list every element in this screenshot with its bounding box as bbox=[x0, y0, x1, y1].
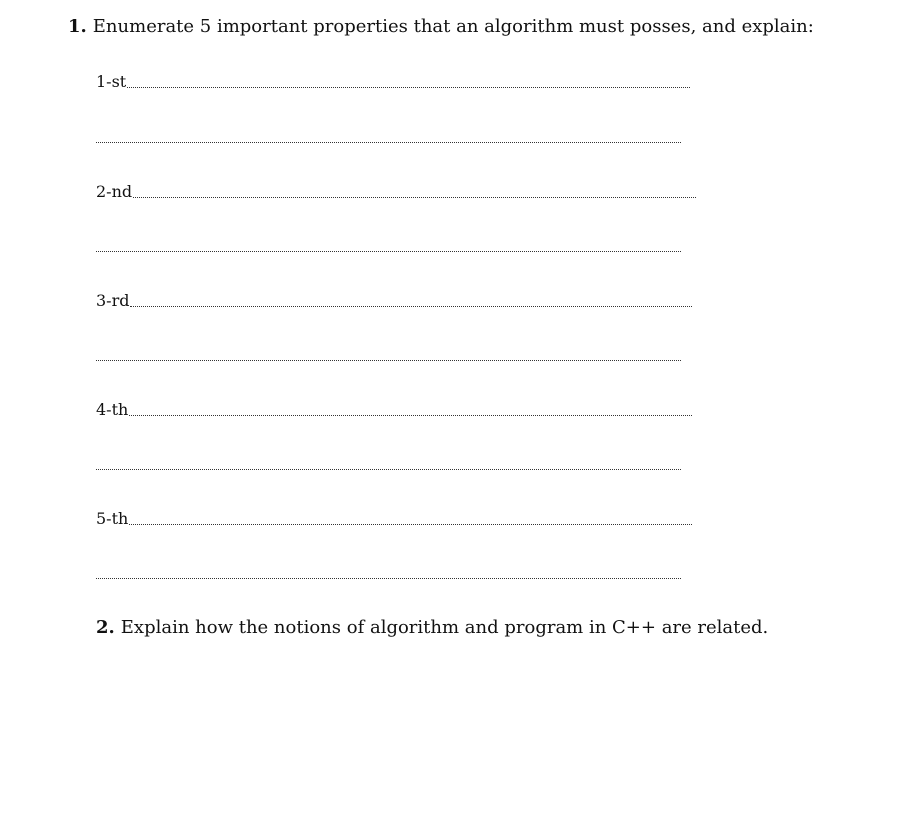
answer-1-continuation-dotted-line bbox=[96, 142, 681, 143]
answer-1-line[interactable] bbox=[96, 72, 690, 92]
answer-2-line[interactable] bbox=[96, 182, 696, 202]
answer-4-line[interactable] bbox=[96, 400, 692, 420]
answer-5-continuation-line[interactable] bbox=[96, 563, 681, 583]
question-2-number: 2. bbox=[96, 617, 115, 638]
answer-5-continuation-dotted-line bbox=[96, 578, 681, 579]
answer-3-label: 3-rd bbox=[96, 291, 130, 310]
answer-4-dotted-line bbox=[129, 415, 692, 416]
answer-5-dotted-line bbox=[129, 524, 692, 525]
answer-2-continuation-dotted-line bbox=[96, 251, 681, 252]
answer-2-dotted-line bbox=[133, 197, 696, 198]
question-2 bbox=[96, 617, 768, 639]
answer-4-label: 4-th bbox=[96, 400, 129, 419]
question-1-text: Enumerate 5 important properties that an algorithm must posses, and explain: bbox=[92, 16, 814, 37]
answer-2-continuation-line[interactable] bbox=[96, 236, 681, 256]
answer-2-label: 2-nd bbox=[96, 182, 133, 201]
answer-3-continuation-line[interactable] bbox=[96, 345, 681, 365]
question-1 bbox=[68, 16, 814, 38]
answer-4-continuation-line[interactable] bbox=[96, 454, 681, 474]
answer-5-label: 5-th bbox=[96, 509, 129, 528]
question-1-number: 1. bbox=[68, 16, 87, 37]
answer-1-continuation-line[interactable] bbox=[96, 127, 681, 147]
answer-3-dotted-line bbox=[130, 306, 692, 307]
answer-3-continuation-dotted-line bbox=[96, 360, 681, 361]
answer-1-label: 1-st bbox=[96, 72, 127, 91]
question-2-text: Explain how the notions of algorithm and program in C++ are related. bbox=[120, 617, 769, 638]
answer-4-continuation-dotted-line bbox=[96, 469, 681, 470]
answer-3-line[interactable] bbox=[96, 291, 692, 311]
answer-5-line[interactable] bbox=[96, 509, 692, 529]
answer-1-dotted-line bbox=[127, 87, 690, 88]
